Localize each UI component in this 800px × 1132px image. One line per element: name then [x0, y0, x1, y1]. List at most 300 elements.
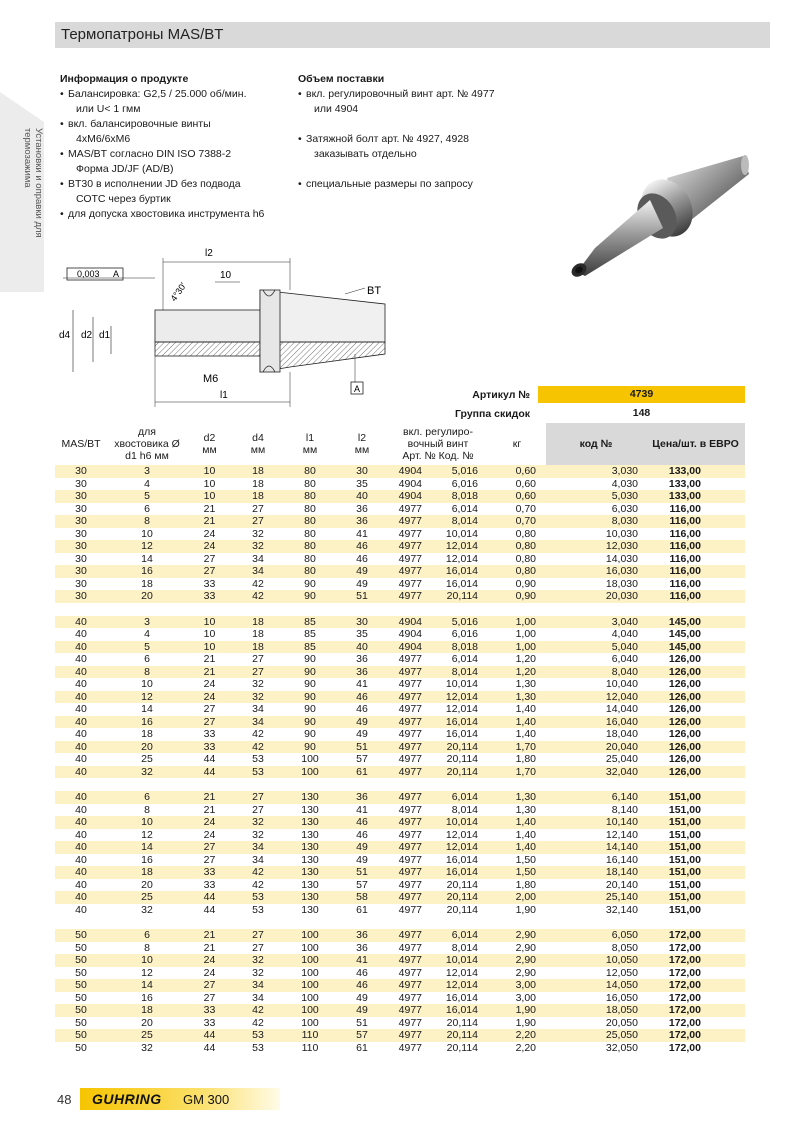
- cell-l1: 100: [284, 1004, 336, 1017]
- cell-kg: 0,70: [488, 515, 546, 528]
- cell-d4: 18: [232, 616, 284, 629]
- cell-d4: 53: [232, 1042, 284, 1055]
- cell-mas: 40: [55, 816, 107, 829]
- cell-code: 20,030: [546, 590, 646, 603]
- cell-shank: 12: [107, 967, 187, 980]
- article-value: 4739: [538, 386, 745, 403]
- screw-code: 10,014: [445, 816, 478, 828]
- cell-screw: [388, 791, 488, 804]
- label-m6: M6: [203, 373, 219, 385]
- cell-d4: 34: [232, 854, 284, 867]
- cell-l2: 51: [336, 741, 388, 754]
- cell-shank: 5: [107, 490, 187, 503]
- cell-screw: [388, 1017, 488, 1030]
- cell-l1: 80: [284, 553, 336, 566]
- cell-d4: 18: [232, 490, 284, 503]
- cell-d4: 34: [232, 553, 284, 566]
- cell-price: 151,00: [646, 804, 745, 817]
- cell-code: 18,030: [546, 578, 646, 591]
- cell-mas: 40: [55, 691, 107, 704]
- cell-l1: 90: [284, 578, 336, 591]
- screw-code: 20,114: [446, 740, 478, 753]
- cell-kg: 0,90: [488, 578, 546, 591]
- cell-l2: 36: [336, 503, 388, 516]
- cell-d2: 21: [187, 929, 232, 942]
- cell-screw: [388, 841, 488, 854]
- cell-l2: 30: [336, 465, 388, 478]
- cell-kg: 1,30: [488, 678, 546, 691]
- cell-d4: 32: [232, 829, 284, 842]
- cell-l2: 41: [336, 954, 388, 967]
- screw-code: 20,114: [446, 1029, 478, 1041]
- cell-screw: [388, 641, 488, 654]
- screw-code: 6,014: [451, 791, 478, 803]
- cell-d4: 32: [232, 540, 284, 553]
- cell-kg: 0,60: [488, 465, 546, 478]
- screw-code: 8,014: [451, 803, 478, 816]
- cell-shank: 12: [107, 829, 187, 842]
- cell-code: 18,040: [546, 728, 646, 741]
- cell-code: 12,140: [546, 829, 646, 842]
- cell-l2: 46: [336, 829, 388, 842]
- cell-d2: 33: [187, 1004, 232, 1017]
- cell-shank: 10: [107, 678, 187, 691]
- cell-screw: [388, 490, 488, 503]
- cell-d4: 34: [232, 703, 284, 716]
- col-shank: для хвостовика Ø d1 h6 мм: [114, 426, 180, 462]
- screw-article: 4977: [398, 540, 422, 552]
- cell-code: 6,140: [546, 791, 646, 804]
- cell-d2: 27: [187, 992, 232, 1005]
- page-title: Термопатроны MAS/BT: [61, 26, 224, 43]
- cell-kg: 1,40: [488, 841, 546, 854]
- cell-shank: 4: [107, 628, 187, 641]
- cell-d2: 10: [187, 490, 232, 503]
- cell-l1: 90: [284, 678, 336, 691]
- table-row: [55, 678, 745, 691]
- col-l1: l1 мм: [302, 432, 318, 456]
- screw-article: 4977: [398, 678, 422, 690]
- screw-article: 4977: [398, 577, 422, 590]
- cell-mas: 30: [55, 465, 107, 478]
- cell-code: 6,040: [546, 653, 646, 666]
- cell-mas: 50: [55, 1004, 107, 1017]
- cell-l1: 130: [284, 829, 336, 842]
- cell-kg: 2,90: [488, 967, 546, 980]
- cell-mas: 40: [55, 653, 107, 666]
- cell-screw: [388, 753, 488, 766]
- table-row: [55, 954, 745, 967]
- cell-kg: 2,90: [488, 942, 546, 955]
- screw-code: 6,014: [451, 502, 478, 515]
- cell-shank: 25: [107, 753, 187, 766]
- screw-code: 16,014: [445, 577, 478, 590]
- screw-article: 4977: [398, 753, 422, 765]
- cell-price: 116,00: [646, 565, 745, 578]
- col-screw: вкл. регулиро- вочный винт Арт. № Код. №: [402, 426, 474, 462]
- cell-mas: 40: [55, 666, 107, 679]
- cell-kg: 2,00: [488, 891, 546, 904]
- cell-l2: 49: [336, 578, 388, 591]
- cell-d4: 27: [232, 804, 284, 817]
- cell-price: 151,00: [646, 829, 745, 842]
- screw-article: 4977: [398, 1029, 422, 1041]
- cell-l1: 90: [284, 716, 336, 729]
- cell-shank: 8: [107, 515, 187, 528]
- table-row: [55, 478, 745, 491]
- cell-d4: 42: [232, 590, 284, 603]
- cell-d2: 24: [187, 954, 232, 967]
- product-info-heading: Информация о продукте: [60, 73, 189, 85]
- cell-shank: 20: [107, 590, 187, 603]
- cell-l1: 80: [284, 478, 336, 491]
- dim-d1: d1: [99, 330, 111, 341]
- table-row: [55, 490, 745, 503]
- cell-mas: 30: [55, 503, 107, 516]
- cell-l1: 80: [284, 515, 336, 528]
- table-row: [55, 804, 745, 817]
- screw-code: 8,018: [451, 490, 478, 502]
- cell-l2: 49: [336, 728, 388, 741]
- cell-mas: 30: [55, 553, 107, 566]
- cell-d4: 18: [232, 465, 284, 478]
- cell-d2: 44: [187, 766, 232, 779]
- cell-l1: 130: [284, 791, 336, 804]
- screw-article: 4904: [398, 640, 422, 653]
- cell-price: 172,00: [646, 992, 745, 1005]
- cell-price: 172,00: [646, 967, 745, 980]
- screw-article: 4977: [398, 891, 422, 903]
- cell-l1: 130: [284, 891, 336, 904]
- screw-article: 4977: [398, 853, 422, 866]
- cell-code: 3,030: [546, 465, 646, 478]
- cell-screw: [388, 478, 488, 491]
- cell-l1: 100: [284, 766, 336, 779]
- table-row: [55, 590, 745, 603]
- cell-screw: [388, 1042, 488, 1055]
- cell-price: 116,00: [646, 503, 745, 516]
- table-row: [55, 891, 745, 904]
- screw-article: 4977: [398, 515, 422, 527]
- screw-code: 6,016: [451, 477, 478, 490]
- cell-l1: 100: [284, 1017, 336, 1030]
- cell-d2: 33: [187, 578, 232, 591]
- cell-d4: 27: [232, 791, 284, 804]
- discount-group-value: 148: [632, 407, 651, 419]
- cell-screw: [388, 866, 488, 879]
- cell-price: 126,00: [646, 703, 745, 716]
- col-d2: d2 мм: [202, 432, 217, 456]
- screw-code: 10,014: [445, 527, 478, 540]
- scope-heading: Объем поставки: [298, 73, 385, 85]
- col-mas: MAS/BT: [61, 438, 101, 450]
- cell-shank: 20: [107, 1017, 187, 1030]
- cell-d4: 32: [232, 528, 284, 541]
- cell-l1: 130: [284, 816, 336, 829]
- article-label: Артикул №: [472, 389, 530, 401]
- screw-article: 4977: [398, 803, 422, 816]
- screw-article: 4977: [398, 765, 422, 778]
- product-info-item: • MAS/BT согласно DIN ISO 7388-2 Форма JD/JF (AD/B): [60, 147, 300, 177]
- cell-l1: 85: [284, 641, 336, 654]
- cell-shank: 3: [107, 616, 187, 629]
- cell-kg: 1,40: [488, 716, 546, 729]
- cell-d4: 32: [232, 816, 284, 829]
- cell-price: 116,00: [646, 578, 745, 591]
- cell-l1: 80: [284, 540, 336, 553]
- cell-price: 116,00: [646, 553, 745, 566]
- cell-l2: 40: [336, 641, 388, 654]
- cell-code: 12,030: [546, 540, 646, 553]
- cell-d4: 53: [232, 891, 284, 904]
- cell-mas: 30: [55, 578, 107, 591]
- product-info: [60, 72, 300, 222]
- cell-d2: 24: [187, 816, 232, 829]
- cell-d2: 10: [187, 616, 232, 629]
- cell-kg: 1,30: [488, 691, 546, 704]
- cell-price: 116,00: [646, 590, 745, 603]
- cell-screw: [388, 766, 488, 779]
- cell-d4: 27: [232, 515, 284, 528]
- cell-shank: 12: [107, 540, 187, 553]
- cell-l1: 100: [284, 979, 336, 992]
- cell-shank: 20: [107, 879, 187, 892]
- cell-d2: 44: [187, 1029, 232, 1042]
- title-bar: [55, 22, 770, 48]
- cell-shank: 16: [107, 854, 187, 867]
- cell-screw: [388, 540, 488, 553]
- table-row: [55, 628, 745, 641]
- cell-d2: 44: [187, 1042, 232, 1055]
- dim-10: 10: [220, 270, 232, 281]
- screw-code: 12,014: [445, 703, 478, 715]
- cell-kg: 1,00: [488, 616, 546, 629]
- cell-kg: 0,90: [488, 590, 546, 603]
- screw-code: 12,014: [445, 841, 478, 853]
- cell-d2: 44: [187, 904, 232, 917]
- screw-code: 16,014: [445, 1004, 478, 1016]
- cell-l1: 100: [284, 992, 336, 1005]
- cell-mas: 40: [55, 891, 107, 904]
- table-header: [55, 423, 745, 465]
- cell-shank: 10: [107, 528, 187, 541]
- cell-price: 172,00: [646, 954, 745, 967]
- cell-price: 126,00: [646, 728, 745, 741]
- table-row: [55, 716, 745, 729]
- cell-l1: 100: [284, 942, 336, 955]
- cell-l2: 49: [336, 716, 388, 729]
- cell-l2: 41: [336, 804, 388, 817]
- cell-l1: 80: [284, 490, 336, 503]
- screw-code: 12,014: [445, 540, 478, 552]
- cell-d4: 27: [232, 666, 284, 679]
- technical-drawing: [55, 242, 395, 417]
- cell-shank: 32: [107, 904, 187, 917]
- screw-article: 4977: [398, 878, 422, 891]
- cell-l1: 85: [284, 616, 336, 629]
- page-number: 48: [57, 1092, 72, 1107]
- cell-l2: 49: [336, 1004, 388, 1017]
- cell-price: 145,00: [646, 628, 745, 641]
- screw-code: 16,014: [445, 728, 478, 740]
- screw-article: 4977: [398, 791, 422, 803]
- cell-l1: 130: [284, 904, 336, 917]
- cell-l1: 100: [284, 967, 336, 980]
- cell-l2: 36: [336, 653, 388, 666]
- cell-d4: 53: [232, 766, 284, 779]
- screw-code: 20,114: [446, 903, 478, 916]
- table-row: [55, 992, 745, 1005]
- screw-article: 4977: [398, 828, 422, 841]
- cell-kg: 2,90: [488, 954, 546, 967]
- cell-l1: 80: [284, 465, 336, 478]
- cell-d2: 24: [187, 691, 232, 704]
- table-row: [55, 1017, 745, 1030]
- screw-code: 16,014: [445, 991, 478, 1004]
- screw-article: 4977: [398, 665, 422, 678]
- cell-code: 32,040: [546, 766, 646, 779]
- cell-kg: 0,80: [488, 540, 546, 553]
- screw-article: 4904: [398, 615, 422, 628]
- table-row: [55, 728, 745, 741]
- cell-d4: 34: [232, 979, 284, 992]
- table-row: [55, 942, 745, 955]
- cell-screw: [388, 1004, 488, 1017]
- cell-shank: 8: [107, 666, 187, 679]
- cell-price: 151,00: [646, 854, 745, 867]
- cell-d2: 24: [187, 528, 232, 541]
- screw-article: 4977: [398, 979, 422, 991]
- cell-l1: 80: [284, 565, 336, 578]
- screw-article: 4977: [398, 653, 422, 665]
- cell-screw: [388, 590, 488, 603]
- cell-d4: 53: [232, 753, 284, 766]
- screw-article: 4904: [398, 477, 422, 490]
- cell-code: 16,140: [546, 854, 646, 867]
- cell-screw: [388, 804, 488, 817]
- cell-shank: 3: [107, 465, 187, 478]
- screw-code: 16,014: [445, 565, 478, 577]
- cell-code: 12,050: [546, 967, 646, 980]
- cell-shank: 10: [107, 954, 187, 967]
- cell-l1: 90: [284, 590, 336, 603]
- screw-article: 4977: [398, 954, 422, 966]
- cell-price: 172,00: [646, 942, 745, 955]
- cell-shank: 8: [107, 942, 187, 955]
- cell-shank: 6: [107, 929, 187, 942]
- cell-l2: 46: [336, 967, 388, 980]
- cell-code: 20,140: [546, 879, 646, 892]
- cell-d2: 10: [187, 465, 232, 478]
- cell-code: 20,040: [546, 741, 646, 754]
- table-row: [55, 816, 745, 829]
- cell-d2: 21: [187, 515, 232, 528]
- cell-d4: 42: [232, 879, 284, 892]
- cell-price: 145,00: [646, 616, 745, 629]
- screw-article: 4977: [398, 690, 422, 703]
- table-row: [55, 753, 745, 766]
- cell-price: 151,00: [646, 866, 745, 879]
- cell-shank: 14: [107, 979, 187, 992]
- cell-l2: 61: [336, 904, 388, 917]
- cell-l1: 90: [284, 703, 336, 716]
- table-row: [55, 565, 745, 578]
- cell-shank: 10: [107, 816, 187, 829]
- cell-l2: 41: [336, 678, 388, 691]
- cell-shank: 18: [107, 866, 187, 879]
- table-row: [55, 841, 745, 854]
- cell-shank: 16: [107, 992, 187, 1005]
- cell-code: 18,050: [546, 1004, 646, 1017]
- cell-mas: 40: [55, 678, 107, 691]
- cell-d2: 33: [187, 866, 232, 879]
- cell-mas: 50: [55, 967, 107, 980]
- screw-article: 4977: [398, 565, 422, 577]
- cell-mas: 40: [55, 628, 107, 641]
- cell-kg: 1,40: [488, 816, 546, 829]
- cell-l1: 85: [284, 628, 336, 641]
- cell-kg: 2,20: [488, 1029, 546, 1042]
- cell-code: 16,040: [546, 716, 646, 729]
- cell-code: 4,040: [546, 628, 646, 641]
- cell-shank: 18: [107, 1004, 187, 1017]
- cell-screw: [388, 565, 488, 578]
- cell-kg: 1,70: [488, 766, 546, 779]
- screw-code: 5,016: [451, 615, 478, 628]
- screw-article: 4977: [398, 527, 422, 540]
- cell-price: 126,00: [646, 741, 745, 754]
- cell-price: 126,00: [646, 666, 745, 679]
- dim-l2: l2: [205, 248, 213, 259]
- col-d4: d4 мм: [250, 432, 266, 456]
- screw-article: 4977: [398, 966, 422, 979]
- cell-kg: 1,20: [488, 653, 546, 666]
- cell-kg: 1,20: [488, 666, 546, 679]
- discount-group-label: Группа скидок: [455, 408, 530, 420]
- cell-screw: [388, 628, 488, 641]
- table-row: [55, 515, 745, 528]
- screw-code: 8,014: [451, 941, 478, 954]
- cell-d4: 18: [232, 641, 284, 654]
- cell-price: 133,00: [646, 465, 745, 478]
- cell-mas: 50: [55, 954, 107, 967]
- cell-d4: 34: [232, 841, 284, 854]
- cell-kg: 1,90: [488, 904, 546, 917]
- cell-d4: 27: [232, 653, 284, 666]
- cell-price: 151,00: [646, 791, 745, 804]
- cell-d2: 21: [187, 804, 232, 817]
- cell-code: 10,030: [546, 528, 646, 541]
- screw-article: 4977: [398, 1041, 422, 1054]
- cell-code: 25,140: [546, 891, 646, 904]
- tolerance-label: 0,003: [77, 269, 100, 279]
- cell-l2: 46: [336, 979, 388, 992]
- cell-d2: 10: [187, 478, 232, 491]
- cell-code: 14,140: [546, 841, 646, 854]
- screw-article: 4977: [398, 552, 422, 565]
- cell-screw: [388, 503, 488, 516]
- cell-mas: 50: [55, 1029, 107, 1042]
- cell-l2: 46: [336, 816, 388, 829]
- table-row: [55, 854, 745, 867]
- cell-price: 133,00: [646, 490, 745, 503]
- cell-mas: 40: [55, 753, 107, 766]
- screw-code: 20,114: [446, 765, 478, 778]
- cell-l2: 49: [336, 841, 388, 854]
- cell-shank: 12: [107, 691, 187, 704]
- table-row: [55, 866, 745, 879]
- screw-article: 4977: [398, 703, 422, 715]
